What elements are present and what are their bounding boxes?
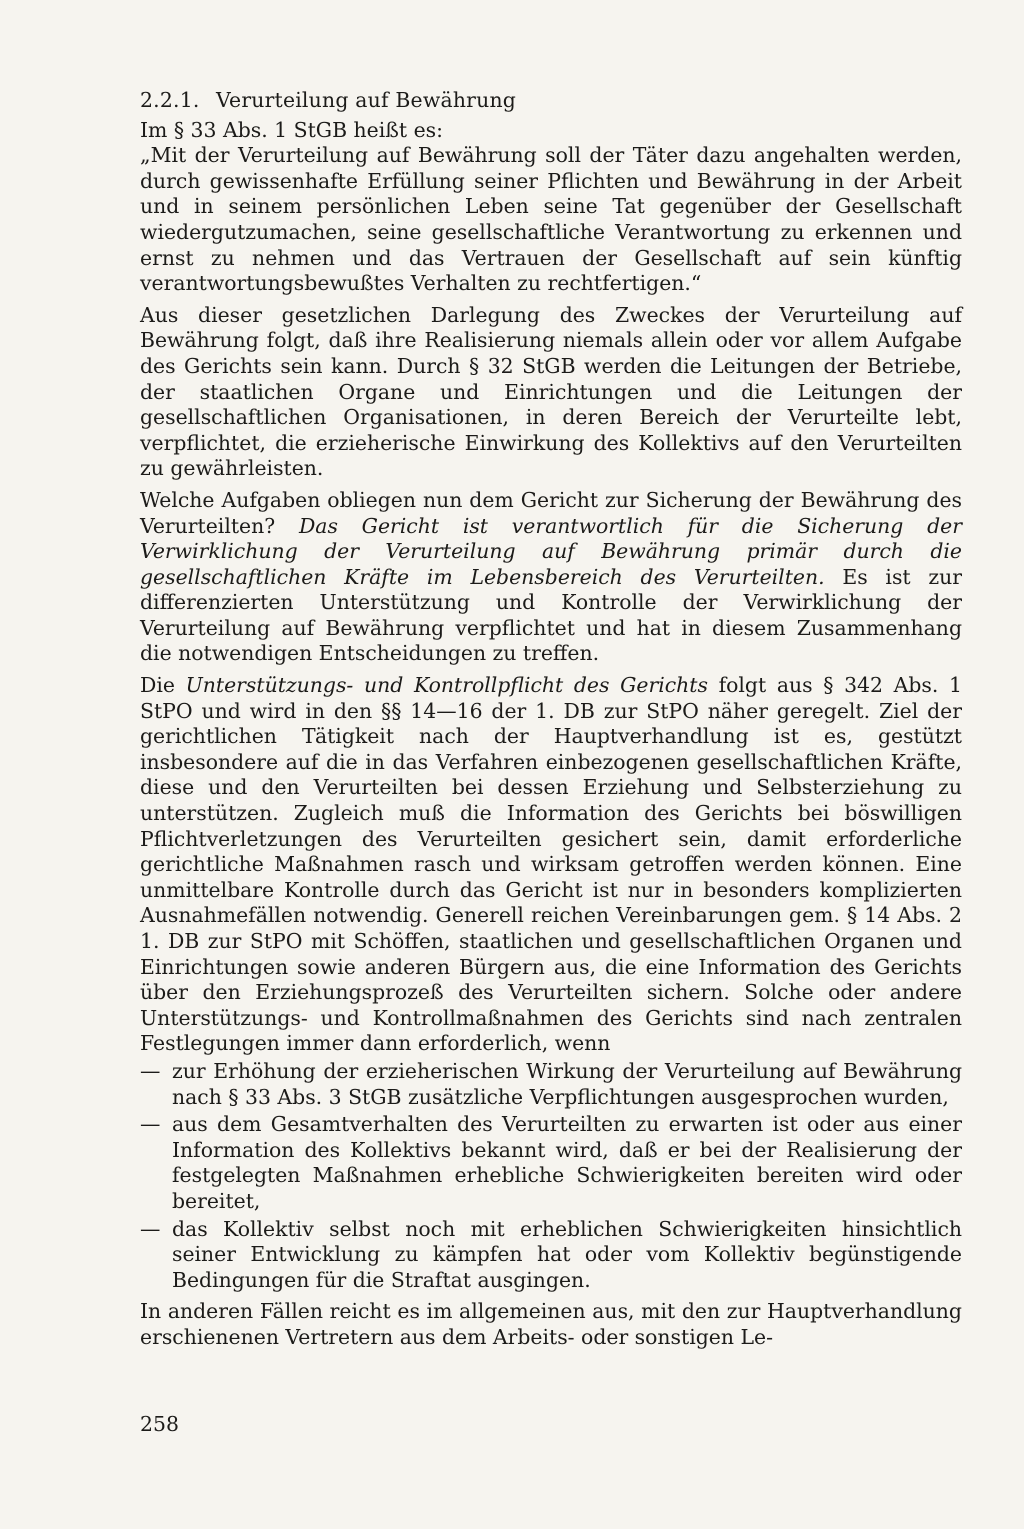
list-item — [140, 1112, 962, 1214]
paragraph-court-tasks — [140, 488, 962, 667]
paragraph-support-duty — [140, 673, 962, 1057]
dash-marker: — — [140, 1112, 161, 1137]
intro-paragraph: Im § 33 Abs. 1 StGB heißt es: — [140, 117, 443, 142]
section-heading — [140, 88, 962, 114]
list-item-text: das Kollektiv selbst noch mit erheblichen Schwierigkeiten hinsichtlich seiner Entwicklung zu kämpfen hat oder vom Kollektiv begünstigende Bedingungen für die Straftat ausgingen. — [172, 1216, 962, 1292]
paragraph-court-tasks-start: Welche Aufgaben obliegen nun dem Gericht zur Sicherung der Bewährung des Verurteilten? — [140, 487, 962, 538]
dash-marker: — — [140, 1058, 161, 1083]
section-title: Verurteilung auf Bewährung — [216, 88, 517, 112]
list-item-text: aus dem Gesamtverhalten des Verurteilten zu erwarten ist oder aus einer Information des Kollektivs bekannt wird, daß er bei der Realisierung der festgelegten Maßnahmen erhebliche Schwierigkeiten bereiten wird oder bereitet, — [172, 1112, 962, 1213]
paragraph-court-tasks-end: Es ist zur differenzierten Unterstützung und Kontrolle der Verwirklichung der Verurteilung auf Bewährung verpflichtet und hat in diesem Zusammenhang die notwendigen Entscheidungen zu treffen. — [140, 564, 962, 666]
paragraph-court-tasks-emphasis: Das Gericht ist verantwortlich für die Sicherung der Verwirklichung der Verurteilung auf Bewährung primär durch die gesellschaftlichen Kräfte im Lebensbereich des Verurteilten. — [140, 513, 962, 589]
paragraph-support-duty-end: folgt aus § 342 Abs. 1 StPO und wird in den §§ 14—16 der 1. DB zur StPO näher geregelt. Ziel der gerichtlichen Tätigkeit nach der Hauptverhandlung ist es, gestützt insbesondere auf die in das Verfahren einbezogenen gesellschaftlichen Kräfte, diese und den Verurteilten bei dessen Erziehung und Selbsterziehung zu unterstützen. Zugleich muß die Information des Gerichts bei böswilligen Pflichtverletzungen des Verurteilten gesichert sein, damit erforderliche gerichtliche Maßnahmen rasch und wirksam getroffen werden können. Eine unmittelbare Kontrolle durch das Gericht ist nur in besonders komplizierten Ausnahmefällen notwendig. Generell reichen Vereinbarungen gem. § 14 Abs. 2 1. DB zur StPO mit Schöffen, staatlichen und gesellschaftlichen Organen und Einrichtungen sowie anderen Bürgern aus, die eine Information des Gerichts über den Erziehungsprozeß des Verurteilten sichern. Solche oder andere Unterstützungs- und Kontrollmaßnahmen des Gerichts sind nach zentralen Festlegungen immer dann erforderlich, wenn — [140, 673, 962, 1056]
conditions-list — [140, 1059, 962, 1293]
page-number: 258 — [140, 1412, 179, 1436]
paragraph-support-duty-start: Die — [140, 673, 186, 698]
list-item — [140, 1217, 962, 1294]
section-number: 2.2.1. — [140, 88, 200, 112]
page-body — [140, 88, 962, 1357]
dash-marker: — — [140, 1216, 161, 1241]
list-item-text: zur Erhöhung der erzieherischen Wirkung der Verurteilung auf Bewährung nach § 33 Abs. 3 StGB zusätzliche Verpflichtungen ausgesprochen wurden, — [172, 1058, 962, 1109]
paragraph-purpose: Aus dieser gesetzlichen Darlegung des Zweckes der Verurteilung auf Bewährung folgt, daß ihre Realisierung niemals allein oder vor allem Aufgabe des Gerichts sein kann. Durch § 32 StGB werden die Leitungen der Betriebe, der staatlichen Organe und Einrichtungen und die Leitungen der gesellschaftlichen Organisationen, in deren Bereich der Verurteilte lebt, verpflichtet, die erzieherische Einwirkung des Kollektivs auf den Verurteilten zu gewährleisten. — [140, 302, 962, 481]
statute-quote: „Mit der Verurteilung auf Bewährung soll der Täter dazu angehalten werden, durch gewissenhafte Erfüllung seiner Pflichten und Bewährung in der Arbeit und in seinem persönlichen Leben seine Tat gegenüber der Gesellschaft wiedergutzumachen, seine gesellschaftliche Verantwortung zu erkennen und ernst zu nehmen und das Vertrauen der Gesellschaft auf sein künftig verantwortungsbewußtes Verhalten zu rechtfertigen.“ — [140, 143, 962, 296]
paragraph-other-cases: In anderen Fällen reicht es im allgemeinen aus, mit den zur Hauptverhandlung erschienenen Vertretern aus dem Arbeits- oder sonstigen Le- — [140, 1299, 962, 1349]
paragraph-support-duty-emphasis: Unterstützungs- und Kontrollpflicht des Gerichts — [185, 673, 708, 698]
list-item — [140, 1059, 962, 1110]
